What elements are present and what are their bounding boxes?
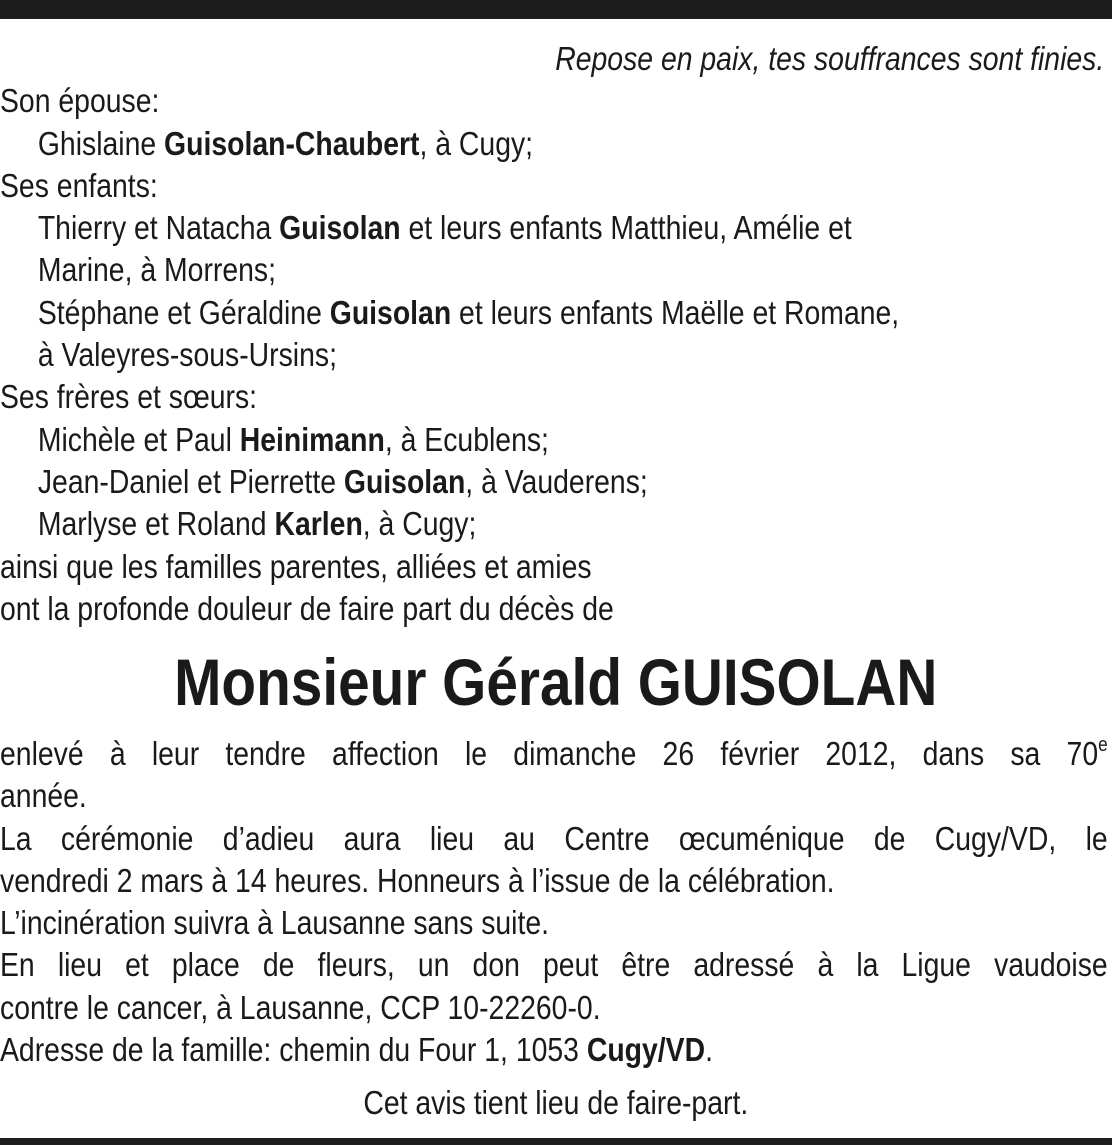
sibling-surname: Heinimann: [239, 420, 385, 458]
sibling-entry-3: [0, 503, 1108, 545]
child-entry-1-cont: Marine, à Morrens;: [37, 251, 277, 289]
death-text: enlevé à leur tendre affection le dimanche 26 février 2012, dans sa 70: [0, 735, 1099, 772]
families-line: ainsi que les familles parentes, alliées et amies: [0, 547, 592, 585]
ceremony-line: La cérémonie d’adieu aura lieu au Centre œcuménique de Cugy/VD, le: [0, 819, 1108, 857]
sibling-first: Michèle et Paul: [37, 420, 232, 458]
details-section: [0, 733, 1108, 1071]
death-line: [0, 733, 1108, 775]
family-section: [0, 38, 1108, 630]
closing-line: [0, 1082, 1112, 1124]
deceased-name: Monsieur Gérald GUISOLAN: [174, 645, 938, 719]
ordinal-suffix: e: [1098, 734, 1108, 756]
child-entry-1: [0, 207, 1108, 249]
child-surname: Guisolan: [329, 293, 452, 331]
sibling-place: , à Cugy;: [362, 505, 477, 543]
bottom-border: [0, 1138, 1112, 1145]
spouse-surname: Guisolan-Chaubert: [164, 124, 420, 162]
sibling-place: , à Vauderens;: [465, 462, 648, 500]
address-town: Cugy/VD: [586, 1031, 706, 1069]
child-entry-2: [0, 292, 1108, 334]
cremation-line: L’incinération suivra à Lausanne sans suite.: [0, 904, 550, 942]
address-end: .: [705, 1031, 713, 1069]
sibling-surname: Karlen: [274, 505, 363, 543]
sibling-first: Jean-Daniel et Pierrette: [37, 462, 336, 500]
spouse-place: , à Cugy;: [419, 124, 534, 162]
child-entry-2-cont: à Valeyres-sous-Ursins;: [37, 336, 337, 374]
deceased-name-block: [0, 644, 1112, 720]
donation-line: En lieu et place de fleurs, un don peut être adressé à la Ligue vaudoise: [0, 946, 1108, 984]
child-first: Thierry et Natacha: [37, 209, 272, 247]
address-line: [0, 1029, 1108, 1071]
ceremony-line-cont: vendredi 2 mars à 14 heures. Honneurs à l’issue de la célébration.: [0, 861, 835, 899]
sibling-place: , à Ecublens;: [384, 420, 549, 458]
spouse-entry: [0, 123, 1108, 165]
closing-text: Cet avis tient lieu de faire-part.: [363, 1084, 749, 1121]
spouse-heading: Son épouse:: [0, 82, 160, 120]
siblings-heading: Ses frères et sœurs:: [0, 378, 258, 416]
child-rest: et leurs enfants Matthieu, Amélie et: [400, 209, 852, 247]
top-border: [0, 0, 1112, 19]
donation-line-cont: contre le cancer, à Lausanne, CCP 10-22260-0.: [0, 988, 601, 1026]
announce-line: ont la profonde douleur de faire part du décès de: [0, 589, 614, 627]
sibling-surname: Guisolan: [343, 462, 466, 500]
child-surname: Guisolan: [279, 209, 401, 247]
spouse-first: Ghislaine: [37, 124, 157, 162]
child-rest: et leurs enfants Maëlle et Romane,: [451, 293, 900, 331]
sibling-entry-2: [0, 461, 1108, 503]
sibling-entry-1: [0, 419, 1108, 461]
sibling-first: Marlyse et Roland: [37, 505, 267, 543]
death-line-cont: année.: [0, 777, 87, 815]
child-first: Stéphane et Géraldine: [37, 293, 322, 331]
children-heading: Ses enfants:: [0, 166, 158, 204]
motto: Repose en paix, tes souffrances sont finies.: [555, 40, 1105, 77]
address-text: Adresse de la famille: chemin du Four 1, 1053: [0, 1031, 587, 1069]
